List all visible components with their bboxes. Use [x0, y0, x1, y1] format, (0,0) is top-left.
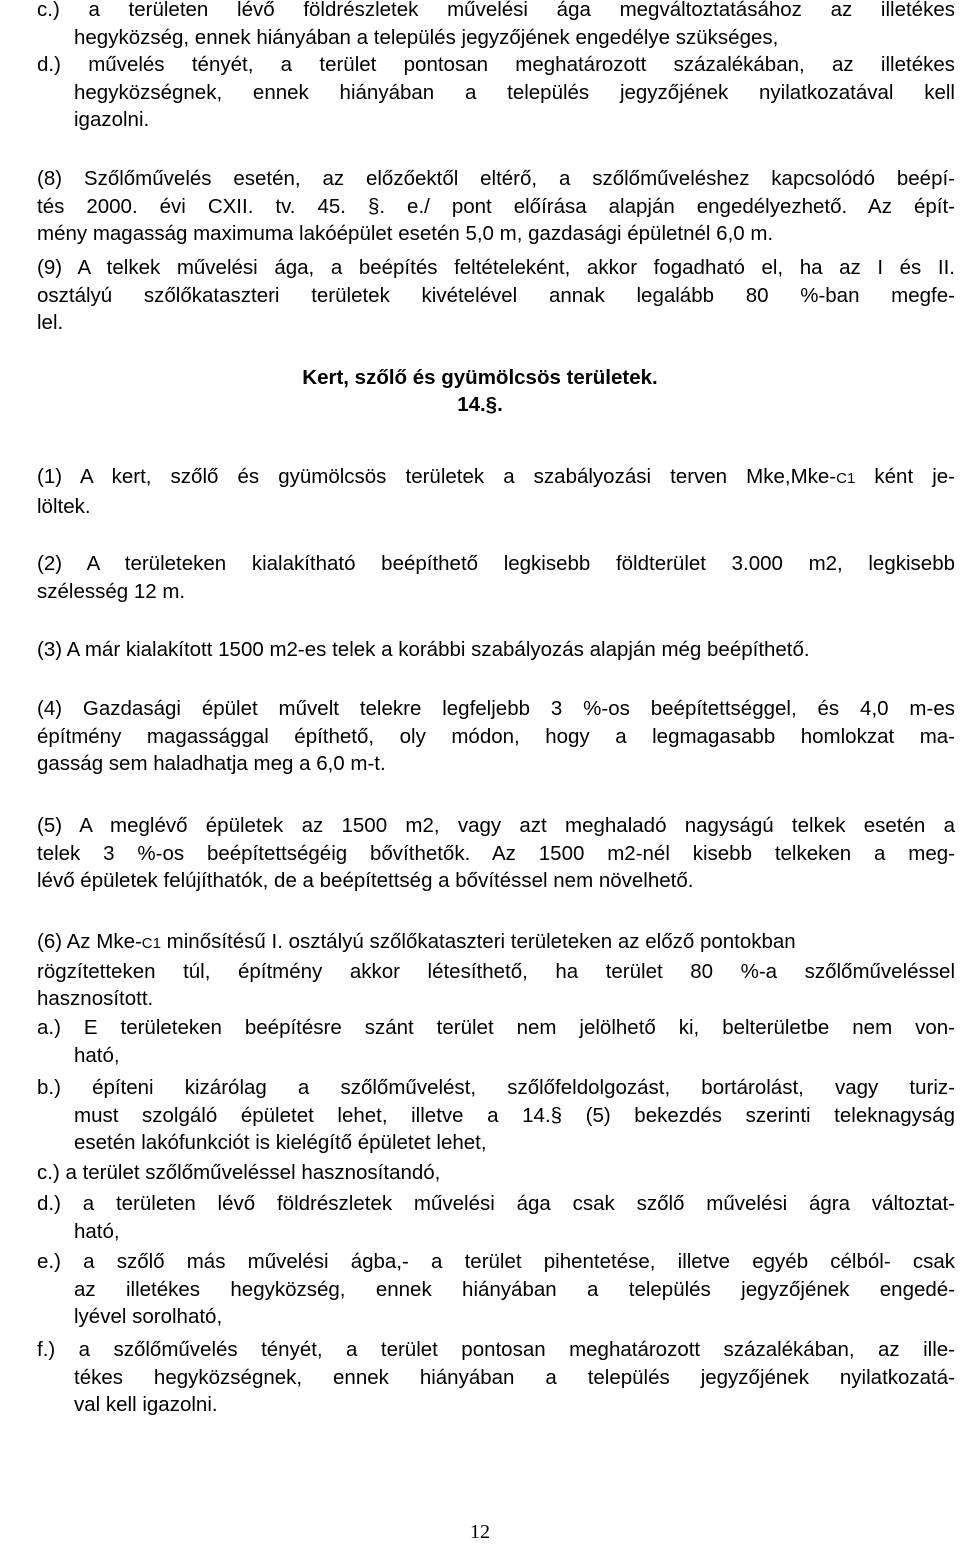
text-line: hasznosított. — [37, 987, 154, 1011]
text-line: ható, — [74, 1043, 120, 1067]
text-line: a.) E területeken beépítésre szánt terület nem jelölhető ki, belterületbe nem von- — [37, 1016, 955, 1039]
text-line: d.) művelés tényét, a terület pontosan meghatározott százalékában, az illetékes — [37, 53, 955, 76]
paragraph-4 — [37, 695, 955, 778]
section-number: 14.§. — [457, 393, 503, 416]
text-line: lévő épületek felújíthatók, de a beépítettség a bővítéssel nem növelhető. — [37, 869, 694, 893]
paragraph-9 — [37, 254, 955, 337]
text-line: osztályú szőlőkataszteri területek kivételével annak legalább 80 %-ban megfe- — [37, 283, 955, 307]
text-line: telek 3 %-os beépítettségéig bővíthetők. Az 1500 m2-nél kisebb telkeken a meg- — [37, 841, 955, 865]
list-item-c-top — [37, 0, 955, 51]
paragraph-2 — [37, 550, 955, 605]
list-item-b — [37, 1074, 955, 1157]
text-line: tés 2000. évi CXII. tv. 45. §. e./ pont előírása alapján engedélyezhető. Az épít- — [37, 194, 955, 218]
subscript-code: C1 — [836, 470, 856, 487]
text-line — [37, 928, 955, 958]
text-line: (2) A területeken kialakítható beépíthető legkisebb földterület 3.000 m2, legkisebb — [37, 552, 955, 575]
text-line: igazolni. — [74, 108, 150, 132]
list-item-e — [37, 1248, 955, 1331]
text-line: c.) a területen lévő földrészletek művelési ága megváltoztatásához az illetékes — [37, 0, 955, 21]
text-line: tékes hegyközségnek, ennek hiányában a település jegyzőjének nyilatkozatá- — [74, 1365, 955, 1389]
text-line: (8) Szőlőművelés esetén, az előzőektől eltérő, a szőlőműveléshez kapcsolódó beépí- — [37, 167, 955, 190]
text-line: lel. — [37, 311, 64, 335]
text-line: (4) Gazdasági épület művelt telekre legfeljebb 3 %-os beépítettséggel, és 4,0 m-es — [37, 697, 955, 720]
text-line: (9) A telkek művelési ága, a beépítés feltételeként, akkor fogadható el, ha az I és II. — [37, 256, 955, 279]
paragraph-5 — [37, 812, 955, 895]
text-line: b.) építeni kizárólag a szőlőművelést, szőlőfeldolgozást, bortárolást, vagy turiz- — [37, 1076, 955, 1099]
text-line: val kell igazolni. — [74, 1393, 218, 1417]
text-line: löltek. — [37, 494, 91, 518]
text-line: ható, — [74, 1219, 120, 1243]
text-line: építmény magassággal építhető, oly módon, hogy a legmagasabb homlokzat ma- — [37, 724, 955, 748]
text-line: d.) a területen lévő földrészletek művelési ága csak szőlő művelési ágra változtat- — [37, 1192, 955, 1215]
text-run: (6) Az Mke- — [37, 930, 142, 953]
text-line: c.) a terület szőlőműveléssel hasznosítandó, — [37, 1161, 441, 1184]
list-item-d-top — [37, 51, 955, 134]
list-item-d — [37, 1190, 955, 1245]
text-line: e.) a szőlő más művelési ágba,- a terület pihentetése, illetve egyéb célból- csak — [37, 1250, 955, 1273]
text-line: (3) A már kialakított 1500 m2-es telek a korábbi szabályozás alapján még beépíthető. — [37, 638, 810, 661]
text-run: minősítésű I. osztályú szőlőkataszteri területeken az előző pontokban — [160, 930, 796, 953]
text-line: az illetékes hegyközség, ennek hiányában a település jegyzőjének engedé- — [74, 1277, 955, 1301]
text-line: hegyközségnek, ennek hiányában a település jegyzőjének nyilatkozatával kell — [74, 80, 955, 104]
list-item-c — [37, 1159, 955, 1187]
section-title: Kert, szőlő és gyümölcsös területek. — [302, 366, 658, 389]
text-line: lyével sorolható, — [74, 1305, 223, 1329]
text-line: gasság sem haladhatja meg a 6,0 m-t. — [37, 752, 386, 776]
text-line: hegyközség, ennek hiányában a település jegyzőjének engedélye szükséges, — [74, 25, 779, 49]
paragraph-8 — [37, 165, 955, 248]
list-item-f — [37, 1336, 955, 1419]
paragraph-6 — [37, 928, 955, 1013]
list-item-a — [37, 1014, 955, 1069]
text-line — [37, 463, 955, 493]
text-line: rögzítetteken túl, építmény akkor létesíthető, ha terület 80 %-a szőlőműveléssel — [37, 959, 955, 983]
text-line: (5) A meglévő épületek az 1500 m2, vagy azt meghaladó nagyságú telkek esetén a — [37, 814, 955, 837]
page-number: 12 — [470, 1521, 490, 1543]
paragraph-3 — [37, 636, 955, 664]
subscript-code: C1 — [141, 935, 161, 952]
text-line: szélesség 12 m. — [37, 579, 186, 603]
text-line: must szolgáló épületet lehet, illetve a 14.§ (5) bekezdés szerinti teleknagyság — [74, 1103, 955, 1127]
paragraph-1 — [37, 463, 955, 520]
text-line: f.) a szőlőművelés tényét, a terület pontosan meghatározott százalékában, az ille- — [37, 1338, 955, 1361]
text-line: esetén lakófunkciót is kielégítő épületet lehet, — [74, 1131, 487, 1155]
text-run: ként je- — [855, 465, 955, 488]
text-line: mény magasság maximuma lakóépület esetén 5,0 m, gazdasági épületnél 6,0 m. — [37, 222, 774, 246]
text-run: (1) A kert, szőlő és gyümölcsös területek a szabályozási terven Mke,Mke- — [37, 465, 837, 488]
